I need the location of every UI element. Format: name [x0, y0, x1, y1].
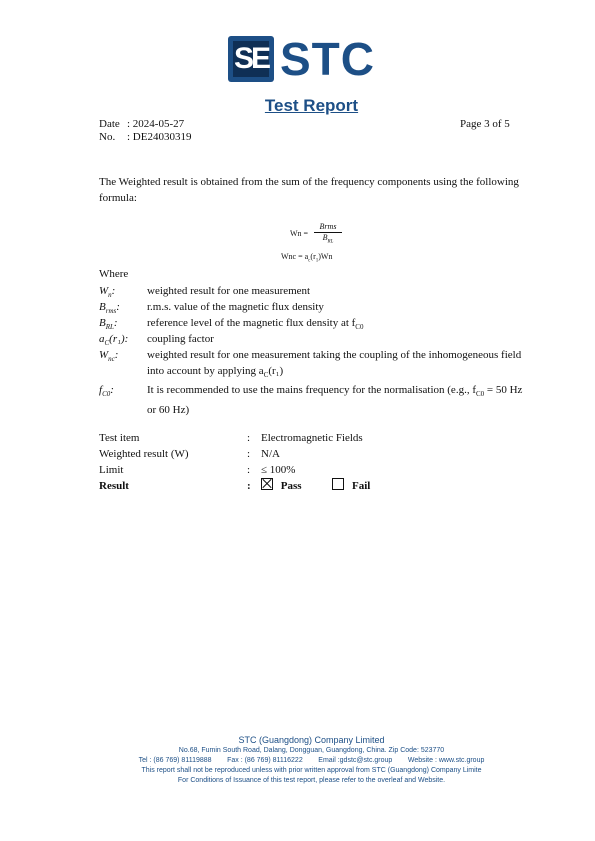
number-label: No. [99, 131, 116, 143]
date-value: : 2024-05-27 [127, 118, 185, 130]
footer-contact: Tel : (86 769) 81119888 Fax : (86 769) 81116222 Email :gdstc@stc.group Website : www.stc.group [138, 757, 485, 764]
definition-wnc: $W_{nc}$: weighted result for one measurement taking the coupling of the inhomogeneous field into account by applying $a_C(r_1)$ [99, 349, 522, 380]
where-label: Where [99, 268, 129, 280]
result-row-limit: Limit : ≤ 100% [99, 464, 296, 476]
definition-fc0: $f_{C0}$: It is recommended to use the mains frequency for the normalisation (e.g., $f_{C0} = 50$ Hz or 60 Hz) [99, 384, 523, 417]
pass-label: Pass [280, 480, 302, 492]
intro-paragraph: The Weighted result is obtained from the sum of the frequency components using the following formula: [99, 176, 519, 204]
date-label: Date [99, 118, 120, 130]
footer-address: No.68, Fumin South Road, Dalang, Dongguan, Guangdong, China. Zip Code: 523770 [178, 747, 445, 754]
footer-conditions: For Conditions of Issuance of this test report, please refer to the overleaf and Website. [177, 777, 446, 784]
result-row-weighted: Weighted result (W) : N/A [99, 448, 280, 460]
formula-wn: Wn = Brms $B_{RL}$ [290, 222, 370, 246]
fail-checkbox-icon [332, 478, 344, 490]
footer-company: STC (Guangdong) Company Limited [238, 735, 385, 745]
page-footer [0, 735, 595, 786]
footer-notice: This report shall not be reproduced unless with prior written approval from STC (Guangdong) Company Limite [141, 767, 482, 774]
page-number: Page 3 of 5 [460, 118, 510, 130]
report-title: Test Report [264, 96, 359, 115]
fail-label: Fail [352, 480, 371, 492]
result-row-verdict: Result : Pass Fail [99, 480, 371, 492]
stc-logo [228, 33, 398, 85]
pass-checkbox-checked-icon [261, 478, 273, 490]
result-row-test-item: Test item : Electromagnetic Fields [99, 432, 363, 444]
stc-logo-mark: SE [228, 36, 274, 82]
number-value: : DE24030319 [127, 131, 192, 143]
formula-wnc: Wnc = $a_c(r_1)Wn$ [281, 252, 333, 264]
stc-logo-word: STC [280, 33, 375, 85]
